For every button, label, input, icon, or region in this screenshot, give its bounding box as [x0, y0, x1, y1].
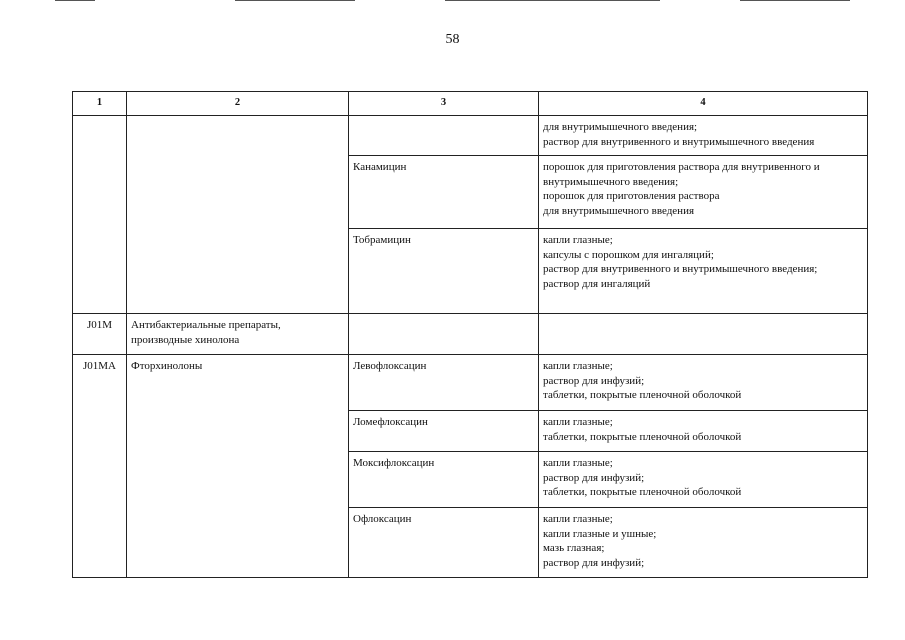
dosage-form: таблетки, покрытые пленочной оболочкой [543, 389, 742, 402]
dosage-form: раствор для внутривенного и внутримышечного введения; [543, 263, 818, 276]
dosage-form: раствор для внутривенного и внутримышечного введения [543, 135, 815, 148]
scan-edge-line [445, 0, 660, 1]
dosage-form: капсулы с порошком для ингаляций; [543, 248, 714, 261]
dosage-form: для внутримышечного введения [543, 204, 695, 217]
drug-name: Канамицин [349, 156, 539, 229]
dosage-form: раствор для инфузий; [543, 471, 645, 484]
drug-cell [349, 314, 539, 355]
dosage-form: капли глазные; [543, 416, 613, 428]
drug-table [72, 91, 868, 578]
page-number: 58 [445, 32, 460, 47]
group-name-cell [127, 116, 349, 314]
dosage-form: раствор для инфузий; [543, 374, 645, 387]
forms-cell [539, 355, 868, 411]
dosage-form: раствор для ингаляций [543, 277, 651, 290]
code-cell [73, 116, 127, 314]
table-row [73, 355, 868, 411]
dosage-form: капли глазные; [543, 234, 613, 246]
dosage-form: мазь глазная; [543, 542, 605, 555]
dosage-form: таблетки, покрытые пленочной оболочкой [543, 430, 742, 443]
drug-name: Моксифлоксацин [349, 452, 539, 508]
forms-cell [539, 156, 868, 229]
scan-edge-line [235, 0, 355, 1]
dosage-form: капли глазные; [543, 457, 613, 469]
scan-edge-line [55, 0, 95, 1]
dosage-form: для внутримышечного введения; [543, 121, 698, 133]
dosage-form: таблетки, покрытые пленочной оболочкой [543, 486, 742, 499]
atc-code: J01M [73, 314, 127, 355]
dosage-form: порошок для приготовления раствора [543, 190, 720, 203]
drug-name: Тобрамицин [349, 229, 539, 314]
group-name: Антибактериальные препараты, производные хинолона [127, 314, 349, 355]
drug-name: Офлоксацин [349, 508, 539, 578]
atc-code: J01MA [73, 355, 127, 578]
table-row [73, 314, 868, 355]
dosage-form: порошок для приготовления раствора для внутривенного и внутримышечного введения; [543, 161, 820, 188]
column-header: 3 [349, 92, 539, 116]
drug-name: Левофлоксацин [349, 355, 539, 411]
dosage-form: капли глазные; [543, 513, 613, 525]
table-header-row [73, 92, 868, 116]
forms-cell [539, 411, 868, 452]
drug-name: Ломефлоксацин [349, 411, 539, 452]
dosage-form: капли глазные; [543, 360, 613, 372]
forms-cell [539, 508, 868, 578]
dosage-form: капли глазные и ушные; [543, 527, 657, 540]
forms-cell [539, 116, 868, 156]
scan-edge-line [740, 0, 850, 1]
column-header: 4 [539, 92, 868, 116]
drug-cell [349, 116, 539, 156]
forms-cell [539, 229, 868, 314]
table-row [73, 116, 868, 156]
forms-cell [539, 452, 868, 508]
group-name: Фторхинолоны [127, 355, 349, 578]
column-header: 2 [127, 92, 349, 116]
dosage-form: раствор для инфузий; [543, 556, 645, 569]
forms-cell [539, 314, 868, 355]
column-header: 1 [73, 92, 127, 116]
